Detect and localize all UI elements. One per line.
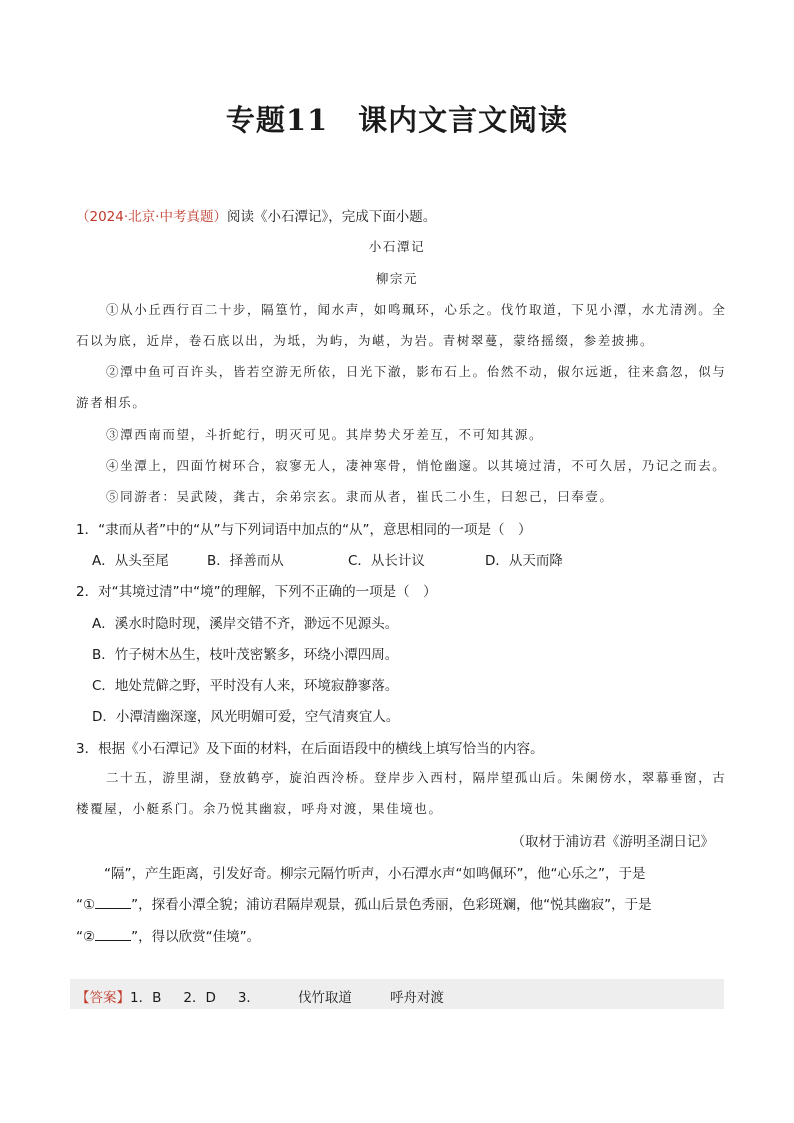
blank-2-marker: ② (83, 929, 96, 945)
title-topic-name: 课内文言文阅读 (358, 103, 569, 137)
paragraph-line: “① ”，探看小潭全貌；浦访君隔岸观景，孤山后景色秀丽，色彩斑斓，他“悦其幽寂”，于是 (76, 897, 652, 913)
material-line: 楼覆屋，小艇系门。余乃悦其幽寂，呼舟对渡，果佳境也。 (76, 801, 443, 816)
option-b: B．择善而从 (207, 553, 284, 569)
option-d: D．从天而降 (485, 553, 563, 569)
option-a: A．溪水时隐时现，溪岸交错不齐，渺远不见源头。 (92, 616, 399, 632)
page-title (0, 98, 794, 139)
answer-item: 伐竹取道 (297, 990, 352, 1006)
answer-box (70, 979, 724, 1009)
option-a: A．从头至尾 (92, 553, 169, 569)
blank-1[interactable] (95, 896, 131, 909)
intro-text: 阅读《小石潭记》，完成下面小题。 (226, 209, 437, 225)
question-1-stem: 1．“隶而从者”中的“从”与下列词语中加点的“从”，意思相同的一项是（ ） (76, 522, 532, 538)
question-3-stem: 3．根据《小石潭记》及下面的材料，在后面语段中的横线上填写恰当的内容。 (76, 741, 544, 757)
intro-line (76, 205, 436, 225)
passage-line: ⑤同游者：吴武陵，龚古，余弟宗玄。隶而从者，崔氏二小生，曰恕己，曰奉壹。 (106, 489, 614, 504)
paragraph-line: “② ”，得以欣赏“佳境”。 (76, 929, 261, 945)
option-c: C．地处荒僻之野，平时没有人来，环境寂静寥落。 (92, 678, 399, 694)
paragraph-line: “隔”，产生距离，引发好奇。柳宗元隔竹听声，小石潭水声“如鸣佩环”，他“心乐之”，于是 (104, 866, 646, 882)
blank-2[interactable] (95, 928, 131, 941)
passage-title: 小石潭记 (368, 239, 426, 254)
question-2-stem: 2．对“其境过清”中“境”的理解，下列不正确的一项是（ ） (76, 584, 437, 600)
option-b: B．竹子树木丛生，枝叶茂密繁多，环绕小潭四周。 (92, 647, 399, 663)
answer-item: 2．D (183, 990, 216, 1006)
option-d: D．小潭清幽深邃，风光明媚可爱，空气清爽宜人。 (92, 709, 400, 725)
passage-line: ④坐潭上，四面竹树环合，寂寥无人，凄神寒骨，悄怆幽邃。以其境过清，不可久居，乃记之而去。 (106, 458, 727, 473)
answer-item: 呼舟对渡 (389, 990, 444, 1006)
material-source: （取材于浦访君《游明圣湖日记》 (511, 834, 714, 850)
option-c: C．从长计议 (348, 553, 425, 569)
passage-line: 石以为底，近岸，卷石底以出，为坻，为屿，为嵁，为岩。青树翠蔓，蒙络摇缀，参差披拂。 (76, 333, 655, 348)
passage-line: ③潭西南而望，斗折蛇行，明灭可见。其岸势犬牙差互，不可知其源。 (106, 427, 544, 442)
answer-item: 1．B (130, 990, 162, 1006)
question-source: （2024·北京·中考真题） (76, 209, 227, 225)
material-line: 二十五，游里湖，登放鹤亭，旋泊西泠桥。登岸步入西村，隔岸望孤山后。朱阑傍水，翠幕垂窗，古 (106, 770, 727, 785)
title-topic-number: 专题11 (225, 103, 329, 137)
passage-line: 游者相乐。 (76, 395, 147, 410)
answer-label: 【答案】 (76, 990, 130, 1006)
passage-author: 柳宗元 (375, 271, 419, 286)
passage-line: ①从小丘西行百二十步，隔篁竹，闻水声，如鸣珮环，心乐之。伐竹取道，下见小潭，水尤清洌。全 (106, 302, 727, 317)
passage-line: ②潭中鱼可百许头，皆若空游无所依，日光下澈，影布石上。佁然不动，俶尔远逝，往来翕忽，似与 (106, 364, 727, 379)
blank-1-marker: ① (83, 897, 96, 913)
answer-item: 3． (237, 990, 260, 1006)
